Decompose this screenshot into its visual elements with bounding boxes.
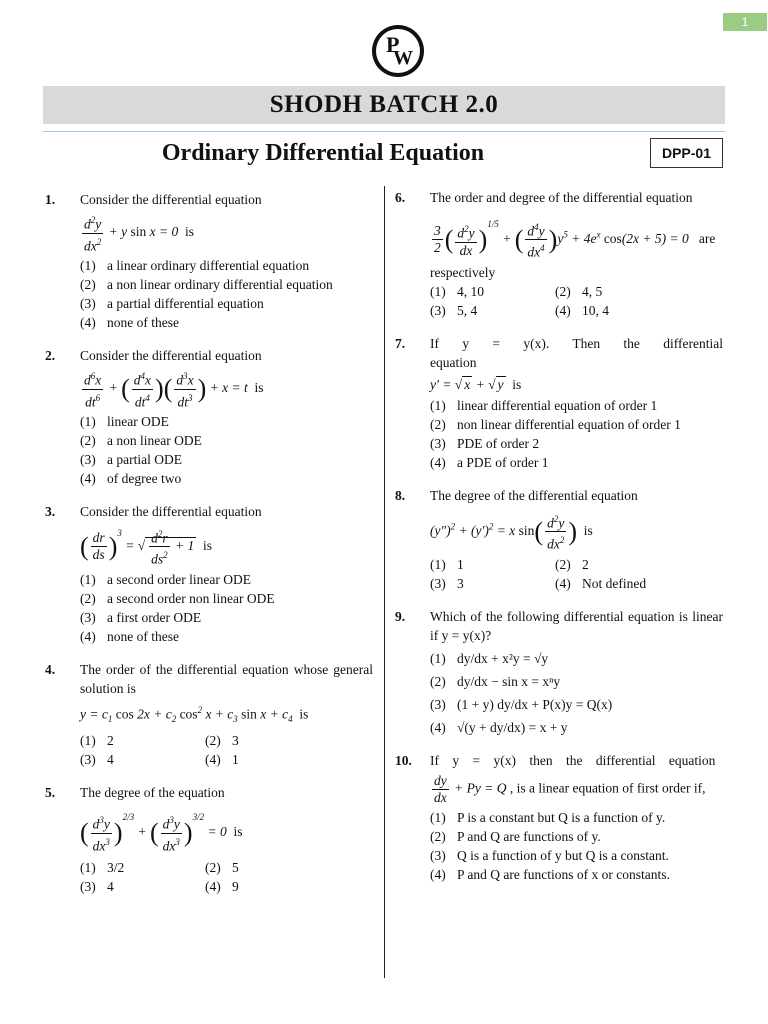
option-3[interactable]: (3) 4 [80, 752, 114, 768]
option-2[interactable]: (2) P and Q are functions of y. [430, 828, 601, 844]
question-6 [393, 188, 723, 320]
left-column [43, 190, 373, 896]
question-2 [43, 346, 373, 488]
option-1[interactable]: (1) linear ODE [80, 414, 169, 429]
option-1[interactable]: (1) linear differential equation of order 1 [430, 397, 658, 413]
option-3[interactable]: (3) PDE of order 2 [430, 435, 540, 451]
question-8 [393, 486, 723, 593]
equation: $\frac{d^2y}{dx^2}$ + y sin x = 0 is [80, 212, 373, 254]
option-4[interactable]: (4) none of these [80, 628, 179, 644]
equation: ( $\frac{d^3y}{dx^3}$ )$^{2/3}$ + ( $\frac{d^3y}{dx^3}$ )$^{3/2}$ = 0 is [80, 812, 243, 853]
question-3 [43, 502, 373, 646]
question-stem: Which of the following differential equation is linear if y = y(x)? [430, 608, 723, 643]
question-stem: The order of the differential equation whose general solution is [80, 661, 373, 696]
option-1[interactable]: (1) a linear ordinary differential equation [80, 258, 310, 273]
option-4[interactable]: (4) 1 [205, 752, 239, 768]
question-number: 4. [45, 661, 56, 677]
option-1[interactable]: (1) 1 [430, 556, 464, 572]
question-stem: If y = y(x). Then the differential equation [430, 335, 723, 370]
equation: $\frac{dy}{dx}$ + Py = Q , is a linear equation of first order if, [434, 772, 706, 805]
option-3[interactable]: (3) (1 + y) dy/dx + P(x)y = Q(x) [430, 696, 613, 712]
subject-title: Ordinary Differential Equation [161, 140, 485, 166]
question-5 [43, 783, 373, 896]
question-number: 9. [395, 608, 406, 624]
question-number: 1. [45, 192, 56, 207]
option-1[interactable]: (1) 3/2 [80, 860, 125, 875]
option-2[interactable]: (2) 3 [205, 733, 239, 749]
question-9 [393, 607, 723, 737]
option-2[interactable]: (2) 5 [205, 860, 239, 875]
question-4 [43, 660, 373, 769]
question-number: 2. [45, 348, 56, 363]
question-stem: Consider the differential equation [80, 348, 262, 363]
question-stem: The degree of the equation [80, 785, 225, 801]
question-stem-tail: respectively [430, 264, 496, 280]
question-number: 6. [395, 190, 406, 205]
header-separator [43, 131, 725, 132]
option-2[interactable]: (2) 4, 5 [555, 283, 603, 299]
option-3[interactable]: (3) a partial ODE [80, 452, 182, 467]
question-10 [393, 751, 723, 884]
option-4[interactable]: (4) 9 [205, 879, 239, 894]
equation: ( $\frac{dr}{ds}$ )$^3$ = √ $\frac{d^2r}{ds^2}$ + 1 is [80, 524, 373, 568]
option-3[interactable]: (3) 3 [430, 575, 464, 591]
batch-title: SHODH BATCH 2.0 [43, 86, 725, 124]
option-2[interactable]: (2) 2 [555, 556, 589, 572]
option-4[interactable]: (4) a PDE of order 1 [430, 454, 549, 470]
equation: $\frac{d^6x}{dt^6}$ + ( $\frac{d^4x}{dt^4}$ )( $\frac{d^3x}{dt^3}$ ) + x = t is [80, 368, 373, 410]
option-2[interactable]: (2) non linear differential equation of order 1 [430, 416, 681, 432]
option-4[interactable]: (4) √(y + dy/dx) = x + y [430, 719, 568, 735]
option-4[interactable]: (4) 10, 4 [555, 302, 609, 318]
option-1[interactable]: (1) dy/dx + x²y = √y [430, 650, 549, 666]
option-1[interactable]: (1) 4, 10 [430, 283, 484, 299]
equation: y′ = √ x + √ y is [430, 376, 522, 392]
option-4[interactable]: (4) none of these [80, 315, 179, 330]
question-1 [43, 190, 373, 332]
pw-logo: P W [372, 25, 424, 77]
option-4[interactable]: (4) Not defined [555, 575, 647, 591]
question-stem: Consider the differential equation [80, 192, 262, 207]
question-number: 10. [395, 752, 412, 768]
question-number: 3. [45, 504, 56, 519]
option-3[interactable]: (3) Q is a function of y but Q is a constant. [430, 847, 669, 863]
right-column [393, 188, 723, 884]
option-3[interactable]: (3) 5, 4 [430, 302, 478, 318]
option-2[interactable]: (2) a non linear ordinary differential equation [80, 277, 333, 292]
equation: $\frac{3}{2}$ ( $\frac{d^2y}{dx}$ )$^{1/5}$ + ( $\frac{d^4y}{dx^4}$ )$y^5 + 4e^x$ cos(2x + 5) = 0 are [434, 219, 716, 260]
question-stem: The order and degree of the differential equation [430, 190, 693, 205]
option-1[interactable]: (1) a second order linear ODE [80, 571, 251, 587]
option-3[interactable]: (3) 4 [80, 879, 114, 894]
question-number: 8. [395, 487, 406, 503]
option-3[interactable]: (3) a first order ODE [80, 609, 202, 625]
dpp-badge: DPP-01 [650, 138, 723, 168]
question-7 [393, 334, 723, 472]
question-stem: If y = y(x) then the differential equation [430, 752, 716, 768]
equation: $(y'')^2 + (y')^2 = x$ sin( $\frac{d^2y}{dx^2}$ ) is [430, 511, 723, 553]
option-2[interactable]: (2) a second order non linear ODE [80, 590, 275, 606]
option-3[interactable]: (3) a partial differential equation [80, 296, 264, 311]
option-1[interactable]: (1) 2 [80, 733, 114, 749]
option-4[interactable]: (4) P and Q are functions of x or constants. [430, 866, 670, 882]
question-number: 5. [45, 785, 56, 801]
option-4[interactable]: (4) of degree two [80, 471, 182, 486]
question-number: 7. [395, 335, 406, 351]
equation: $y = c_1$ $\cos 2x + c_2$ $\cos^2 x + c_3$ $\sin x + c_4$ is [80, 704, 309, 725]
question-stem: Consider the differential equation [80, 504, 262, 519]
option-1[interactable]: (1) P is a constant but Q is a function of y. [430, 809, 666, 825]
page-number: 1 [723, 13, 767, 31]
option-2[interactable]: (2) dy/dx − sin x = xⁿy [430, 673, 561, 689]
column-divider [384, 186, 385, 978]
option-2[interactable]: (2) a non linear ODE [80, 433, 202, 448]
question-stem: The degree of the differential equation [430, 487, 638, 503]
